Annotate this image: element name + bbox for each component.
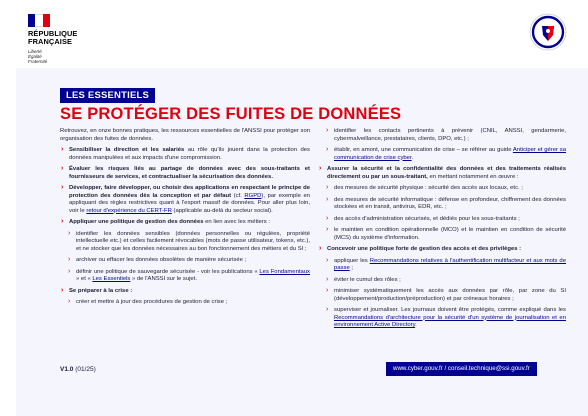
mfa-recommendations-link[interactable]: Recommandations relatives à l'authentification multifacteur et aux mots de passe [334, 257, 566, 271]
crisis-communication-guide-link[interactable]: Anticiper et gérer sa communication de crise cyber [334, 147, 566, 161]
intro-text: Retrouvez, en onze bonnes pratiques, les ressources essentielles de l'ANSSI pour protéger son organisation des fuites de données. [60, 128, 310, 142]
practice-heading: Se préparer à la crise : [69, 287, 133, 294]
practice-heading: Évaluer les risques liés au partage de données avec des sous-traitants et fournisseurs de services, et contractualiser la sécurisation des données. [69, 166, 310, 180]
cert-fr-feedback-link[interactable]: retour d'expérience du CERT-FR [86, 207, 172, 214]
fondamentaux-link[interactable]: Les Fondamentaux [259, 268, 310, 275]
rgpd-link[interactable]: RGPD [244, 192, 262, 199]
practice-data-security [318, 166, 566, 181]
sub-item: › définir une politique de sauvegarde sécurisée - voir les publications « Les Fondamentaux » et « Les Essentiels » de l'ANSSI sur le sujet. [60, 269, 310, 284]
practice-crisis-prep [60, 288, 310, 296]
page-count: (01/25) [75, 366, 96, 373]
sub-item: › archiver ou effacer les données obsolètes de manière sécurisée ; [60, 257, 310, 265]
practice-subcontractor-risk [60, 166, 310, 181]
page-title: SE PROTÉGER DES FUITES DE DONNÉES [60, 105, 402, 123]
practice-text: (applicable au-delà du secteur social). [171, 207, 273, 214]
practice-heading: Assurer la sécurité et la confidentialité des données et des traitements réalisés directement ou par un sous-traitant, [327, 166, 566, 180]
category-badge: LES ESSENTIELS [60, 88, 155, 103]
sub-item: › appliquer les Recommandations relatives à l'authentification multifacteur et aux mots de passe ; [318, 258, 566, 273]
right-column [318, 128, 566, 334]
practice-privacy-by-design [60, 185, 310, 215]
devise: Liberté Égalité Fraternité [28, 49, 48, 64]
sub-item: › des accès d'administration sécurisés, et dédiés pour les sous-traitants ; [318, 216, 566, 224]
essentiels-link[interactable]: Les Essentiels [92, 276, 131, 282]
republique-francaise-logo: RÉPUBLIQUE FRANÇAISE [28, 29, 78, 46]
practice-data-management [60, 219, 310, 227]
sub-item: › identifier les contacts pertinents à prévenir (CNIL, ANSSI, gendarmerie, cybermalveillance, prestataires, clients, DPO, etc.) ; [318, 128, 566, 143]
practice-access-management [318, 246, 566, 254]
sub-item: › éviter le cumul des rôles ; [318, 277, 566, 285]
sub-item: › identifier les données sensibles (données personnelles ou régulées, propriété intellectuelle etc.) et celles facilement révocables (mots de passe utilisateur, tokens, etc.), et ne stocker que les données nécessaires au bon fonctionnement des métiers et du SI ; [60, 231, 310, 254]
sub-item: › créer et mettre à jour des procédures de gestion de crise ; [60, 299, 310, 307]
practice-text: au rôle qu'ils jouent dans la protection des données manipulées et aux impacts d'une compromission. [69, 147, 310, 161]
sub-item: › minimiser systématiquement les accès aux données par rôle, par zone du SI (développement/production/préproduction) et par créneaux horaires ; [318, 288, 566, 303]
practice-text: (cf. [231, 192, 245, 199]
left-column [60, 128, 310, 311]
practice-heading: Appliquer une politique de gestion des données [69, 219, 204, 225]
practice-heading: Sensibiliser la direction et les salariés [69, 147, 185, 153]
sub-item: › des mesures de sécurité informatique : défense en profondeur, chiffrement des données stockées et en transit, antivirus, EDR, etc. ; [318, 197, 566, 212]
page-header [0, 0, 588, 70]
practice-text: ), par exemple en appliquant des règles restrictives quant à l'export massif de données. Pour aller plus loin, voir le [69, 192, 310, 214]
sub-item: › le maintien en condition opérationnelle (MCO) et le maintien en condition de sécurité (MCS) du système d'information. [318, 227, 566, 242]
contact-banner[interactable]: www.cyber.gouv.fr / conseil.technique@ssi.gouv.fr [386, 362, 537, 376]
practice-heading: Concevoir une politique forte de gestion des accès et des privilèges : [327, 246, 522, 252]
practice-text: en lien avec les métiers : [203, 219, 270, 225]
anssi-logo-icon [528, 12, 568, 52]
sub-item: › superviser et journaliser. Les journaux doivent être protégés, comme expliqué dans les Recommandations d'architecture pour la sécurité d'un système de journalisation et en environnement Active Directory. [318, 307, 566, 330]
practice-text: en mettant notamment en œuvre : [427, 173, 519, 180]
sub-item: › des mesures de sécurité physique : sécurité des accès aux locaux, etc. ; [318, 185, 566, 193]
logging-architecture-link[interactable]: Recommandations d'architecture pour la sécurité d'un système de journalisation et en environnement Active Directory [334, 314, 566, 328]
version-label: V1.0 (01/25) [60, 366, 96, 373]
practice-heading: Développer, faire développer, ou choisir des applications en respectant le principe de protection des données dès la conception et par défaut [69, 185, 310, 199]
sub-item: › établir, en amont, une communication de crise – se référer au guide Anticiper et gérer sa communication de crise cyber. [318, 147, 566, 162]
practice-awareness [60, 147, 310, 162]
marianne-flag-icon [28, 14, 50, 27]
